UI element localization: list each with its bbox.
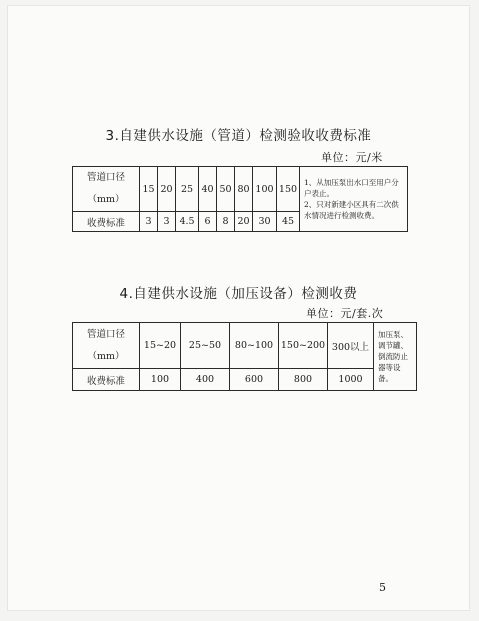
table-row <box>73 369 417 391</box>
fee-cell: 3 <box>158 212 176 232</box>
fee-cell: 6 <box>199 212 217 232</box>
diameter-cell: 300以上 <box>328 323 374 369</box>
section-3-title: 3.自建供水设施（管道）检测验收收费标准 <box>105 128 372 144</box>
document-page <box>8 6 469 610</box>
remark-cell: 加压泵、调节罐、倒流防止器等设备。 <box>374 323 417 391</box>
fee-cell: 30 <box>253 212 277 232</box>
remark-cell: 1、从加压泵出水口至用户分户表止。 2、只对新建小区具有二次供水情况进行检测收费。 <box>300 167 408 232</box>
diameter-cell: 40 <box>199 167 217 212</box>
page-number: 5 <box>379 581 386 594</box>
header-cell <box>73 167 140 212</box>
diameter-cell: 50 <box>217 167 235 212</box>
fee-label-cell: 收费标准 <box>73 212 140 232</box>
fee-cell: 20 <box>235 212 253 232</box>
fee-cell: 800 <box>279 369 328 391</box>
fee-cell: 100 <box>140 369 181 391</box>
fee-cell: 400 <box>181 369 230 391</box>
section-4-table <box>72 322 417 391</box>
table-row <box>73 167 408 212</box>
diameter-cell: 150 <box>277 167 300 212</box>
fee-cell: 600 <box>230 369 279 391</box>
fee-cell: 4.5 <box>176 212 199 232</box>
diameter-cell: 100 <box>253 167 277 212</box>
diameter-cell: 150~200 <box>279 323 328 369</box>
diameter-cell: 80 <box>235 167 253 212</box>
diameter-cell: 25~50 <box>181 323 230 369</box>
header-label: 管道口径 <box>86 172 125 183</box>
fee-cell: 3 <box>140 212 158 232</box>
diameter-cell: 15~20 <box>140 323 181 369</box>
header-unit: （mm） <box>87 194 125 205</box>
table-row <box>73 323 417 369</box>
diameter-cell: 80~100 <box>230 323 279 369</box>
diameter-cell: 15 <box>140 167 158 212</box>
fee-cell: 8 <box>217 212 235 232</box>
fee-cell: 45 <box>277 212 300 232</box>
section-3-unit: 单位：元/米 <box>321 151 383 164</box>
header-cell <box>73 323 140 369</box>
section-4-unit: 单位：元/套.次 <box>306 307 384 320</box>
section-4-title: 4.自建供水设施（加压设备）检测收费 <box>119 286 358 302</box>
section-3-table <box>72 166 408 232</box>
fee-label-cell: 收费标准 <box>73 369 140 391</box>
header-label: 管道口径 <box>86 328 125 340</box>
diameter-cell: 20 <box>158 167 176 212</box>
fee-cell: 1000 <box>328 369 374 391</box>
diameter-cell: 25 <box>176 167 199 212</box>
header-unit: （mm） <box>87 350 125 362</box>
